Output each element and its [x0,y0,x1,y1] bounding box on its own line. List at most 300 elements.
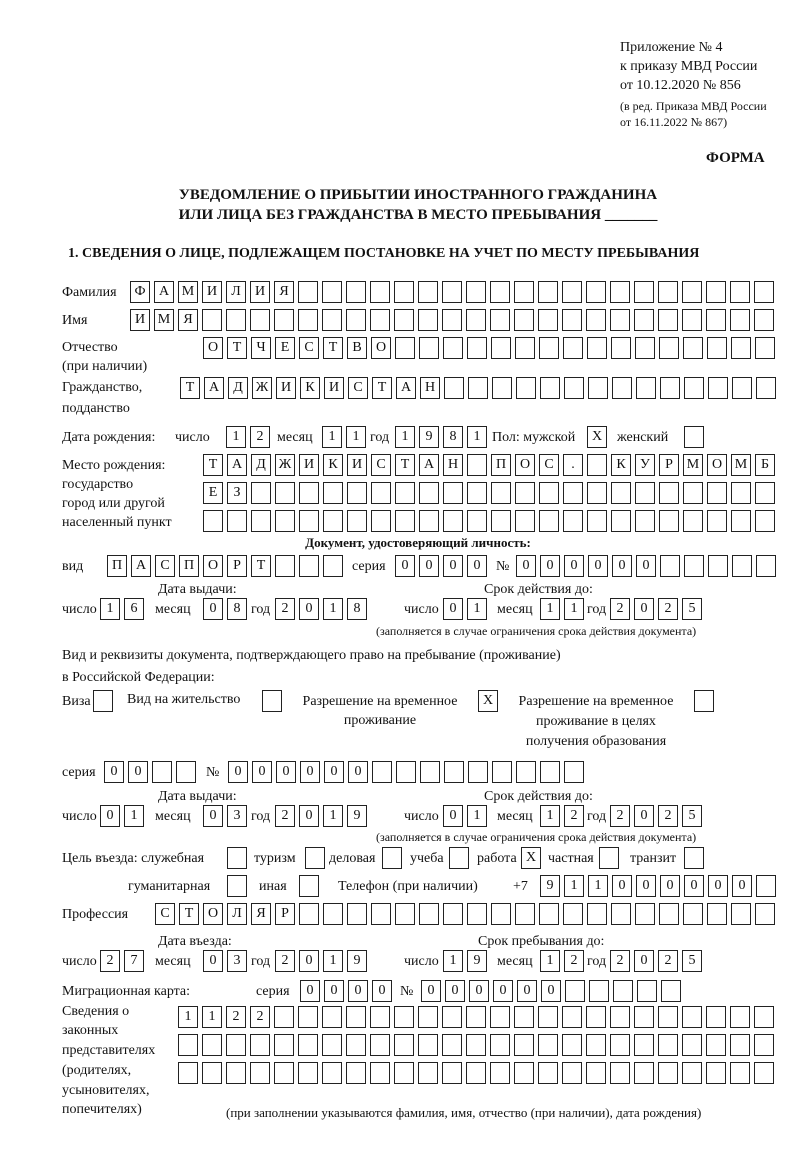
doc-issue-year-field[interactable] [275,598,367,620]
char-box[interactable] [468,377,488,399]
char-box[interactable]: 2 [250,1006,270,1028]
char-box[interactable] [612,377,632,399]
char-box[interactable] [491,903,511,925]
right-number-field[interactable] [228,761,584,783]
purpose-tourism-checkbox[interactable] [305,847,325,869]
char-box[interactable]: X [587,426,607,448]
char-box[interactable] [227,510,247,532]
char-box[interactable] [731,903,751,925]
char-box[interactable] [706,1006,726,1028]
char-box[interactable] [635,903,655,925]
char-box[interactable] [658,281,678,303]
char-box[interactable] [492,761,512,783]
char-box[interactable]: Ж [275,454,295,476]
char-box[interactable]: 0 [348,761,368,783]
char-box[interactable] [490,1006,510,1028]
char-box[interactable]: 1 [323,598,343,620]
char-box[interactable] [394,309,414,331]
char-box[interactable] [635,482,655,504]
char-box[interactable] [635,337,655,359]
char-box[interactable] [418,1034,438,1056]
stay-month-field[interactable] [540,950,584,972]
char-box[interactable] [539,337,559,359]
char-box[interactable] [565,980,585,1002]
char-box[interactable] [442,1034,462,1056]
char-box[interactable] [298,1006,318,1028]
char-box[interactable]: 2 [658,950,678,972]
char-box[interactable]: 1 [322,426,342,448]
char-box[interactable]: Р [275,903,295,925]
char-box[interactable]: 0 [588,555,608,577]
char-box[interactable] [562,1006,582,1028]
char-box[interactable] [371,482,391,504]
char-box[interactable] [420,761,440,783]
char-box[interactable] [564,761,584,783]
char-box[interactable]: А [131,555,151,577]
char-box[interactable]: 0 [517,980,537,1002]
char-box[interactable] [732,555,752,577]
char-box[interactable]: 9 [540,875,560,897]
char-box[interactable]: П [107,555,127,577]
char-box[interactable]: 8 [227,598,247,620]
char-box[interactable] [706,309,726,331]
char-box[interactable]: Т [251,555,271,577]
purpose-official-checkbox[interactable] [227,847,247,869]
char-box[interactable]: И [276,377,296,399]
purpose-business-checkbox[interactable] [382,847,402,869]
char-box[interactable]: 0 [445,980,465,1002]
char-box[interactable] [514,309,534,331]
char-box[interactable] [468,761,488,783]
char-box[interactable] [370,281,390,303]
char-box[interactable] [587,337,607,359]
char-box[interactable] [466,1062,486,1084]
char-box[interactable] [250,309,270,331]
pob-field-1[interactable] [203,454,775,476]
char-box[interactable]: 3 [227,950,247,972]
citizenship-field[interactable] [180,377,776,399]
char-box[interactable]: Н [420,377,440,399]
char-box[interactable] [707,510,727,532]
reps-field-2[interactable] [178,1034,774,1056]
char-box[interactable]: Л [227,903,247,925]
char-box[interactable] [756,377,776,399]
reps-field-3[interactable] [178,1062,774,1084]
char-box[interactable]: 0 [228,761,248,783]
char-box[interactable] [586,1062,606,1084]
char-box[interactable]: 0 [467,555,487,577]
visa-checkbox[interactable] [93,690,113,712]
char-box[interactable]: 0 [421,980,441,1002]
char-box[interactable]: А [204,377,224,399]
char-box[interactable]: 0 [540,555,560,577]
doc-valid-month-field[interactable] [540,598,584,620]
char-box[interactable] [93,690,113,712]
char-box[interactable]: П [179,555,199,577]
char-box[interactable]: 0 [541,980,561,1002]
char-box[interactable]: Т [227,337,247,359]
char-box[interactable] [610,281,630,303]
char-box[interactable] [562,281,582,303]
right-issue-year-field[interactable] [275,805,367,827]
doc-kind-field[interactable] [107,555,343,577]
char-box[interactable] [274,1034,294,1056]
char-box[interactable]: 0 [324,761,344,783]
char-box[interactable]: X [478,690,498,712]
char-box[interactable]: Я [178,309,198,331]
char-box[interactable] [467,482,487,504]
char-box[interactable] [754,309,774,331]
char-box[interactable]: 0 [300,761,320,783]
char-box[interactable] [682,1062,702,1084]
char-box[interactable]: Я [251,903,271,925]
char-box[interactable]: Р [227,555,247,577]
char-box[interactable] [490,1034,510,1056]
char-box[interactable] [395,510,415,532]
entry-day-field[interactable] [100,950,144,972]
char-box[interactable]: 0 [493,980,513,1002]
char-box[interactable] [275,482,295,504]
char-box[interactable]: К [611,454,631,476]
char-box[interactable] [371,510,391,532]
char-box[interactable] [322,1062,342,1084]
char-box[interactable] [708,377,728,399]
char-box[interactable] [538,1006,558,1028]
char-box[interactable] [682,309,702,331]
char-box[interactable] [634,1006,654,1028]
char-box[interactable]: Д [251,454,271,476]
char-box[interactable] [382,847,402,869]
char-box[interactable] [370,1062,390,1084]
char-box[interactable]: Р [659,454,679,476]
char-box[interactable]: О [203,903,223,925]
char-box[interactable]: 0 [612,875,632,897]
char-box[interactable] [346,281,366,303]
char-box[interactable] [588,377,608,399]
char-box[interactable]: 2 [250,426,270,448]
right-issue-day-field[interactable] [100,805,144,827]
char-box[interactable] [539,903,559,925]
char-box[interactable]: 0 [732,875,752,897]
char-box[interactable] [694,690,714,712]
stay-day-field[interactable] [443,950,487,972]
char-box[interactable] [449,847,469,869]
char-box[interactable] [251,482,271,504]
char-box[interactable]: 9 [467,950,487,972]
char-box[interactable] [490,1062,510,1084]
char-box[interactable] [730,309,750,331]
char-box[interactable] [322,309,342,331]
char-box[interactable] [394,1034,414,1056]
char-box[interactable]: 2 [275,805,295,827]
char-box[interactable] [682,1006,702,1028]
char-box[interactable] [563,337,583,359]
char-box[interactable] [347,482,367,504]
char-box[interactable] [539,510,559,532]
char-box[interactable] [298,1062,318,1084]
char-box[interactable] [394,1062,414,1084]
char-box[interactable]: 0 [564,555,584,577]
char-box[interactable] [659,510,679,532]
char-box[interactable]: 0 [203,950,223,972]
char-box[interactable] [732,377,752,399]
char-box[interactable] [586,1006,606,1028]
char-box[interactable] [274,309,294,331]
purpose-transit-checkbox[interactable] [684,847,704,869]
char-box[interactable] [490,281,510,303]
char-box[interactable] [707,903,727,925]
char-box[interactable] [152,761,172,783]
char-box[interactable] [299,555,319,577]
char-box[interactable] [322,281,342,303]
mc-number-field[interactable] [421,980,681,1002]
char-box[interactable] [587,903,607,925]
char-box[interactable] [370,309,390,331]
purpose-other-checkbox[interactable] [299,875,319,897]
purpose-private-checkbox[interactable] [599,847,619,869]
char-box[interactable] [443,903,463,925]
right-valid-year-field[interactable] [610,805,702,827]
char-box[interactable] [587,482,607,504]
char-box[interactable] [707,482,727,504]
char-box[interactable]: Ч [251,337,271,359]
char-box[interactable] [516,761,536,783]
char-box[interactable]: 2 [226,1006,246,1028]
char-box[interactable] [563,482,583,504]
char-box[interactable] [419,337,439,359]
char-box[interactable]: 0 [443,555,463,577]
char-box[interactable] [514,1006,534,1028]
char-box[interactable] [637,980,657,1002]
char-box[interactable]: 1 [124,805,144,827]
char-box[interactable] [442,1006,462,1028]
char-box[interactable] [515,482,535,504]
right-valid-day-field[interactable] [443,805,487,827]
char-box[interactable]: 0 [516,555,536,577]
char-box[interactable] [540,761,560,783]
char-box[interactable]: О [515,454,535,476]
char-box[interactable]: 1 [540,598,560,620]
char-box[interactable] [443,337,463,359]
char-box[interactable] [731,337,751,359]
char-box[interactable]: 0 [634,950,654,972]
char-box[interactable]: 0 [636,555,656,577]
char-box[interactable]: 1 [100,598,120,620]
char-box[interactable]: С [299,337,319,359]
char-box[interactable] [730,1062,750,1084]
char-box[interactable] [587,510,607,532]
char-box[interactable] [660,377,680,399]
char-box[interactable] [599,847,619,869]
char-box[interactable]: 2 [610,598,630,620]
surname-field[interactable] [130,281,774,303]
char-box[interactable]: Т [179,903,199,925]
char-box[interactable] [395,903,415,925]
char-box[interactable] [347,903,367,925]
char-box[interactable] [275,510,295,532]
char-box[interactable]: О [371,337,391,359]
edu-residence-checkbox[interactable] [694,690,714,712]
char-box[interactable] [346,1034,366,1056]
doc-valid-day-field[interactable] [443,598,487,620]
char-box[interactable]: 1 [226,426,246,448]
char-box[interactable] [467,510,487,532]
char-box[interactable] [226,1062,246,1084]
doc-issue-day-field[interactable] [100,598,144,620]
char-box[interactable]: 2 [610,805,630,827]
char-box[interactable]: 2 [610,950,630,972]
char-box[interactable] [298,1034,318,1056]
char-box[interactable]: У [635,454,655,476]
char-box[interactable]: 1 [323,805,343,827]
char-box[interactable]: 9 [419,426,439,448]
char-box[interactable] [755,337,775,359]
char-box[interactable] [562,309,582,331]
char-box[interactable] [636,377,656,399]
char-box[interactable]: О [707,454,727,476]
char-box[interactable] [587,454,607,476]
char-box[interactable] [611,903,631,925]
char-box[interactable] [466,281,486,303]
char-box[interactable] [467,454,487,476]
char-box[interactable] [443,482,463,504]
char-box[interactable]: 0 [443,805,463,827]
char-box[interactable] [299,510,319,532]
char-box[interactable]: 0 [100,805,120,827]
char-box[interactable] [635,510,655,532]
char-box[interactable] [323,555,343,577]
char-box[interactable] [634,309,654,331]
char-box[interactable] [396,761,416,783]
male-checkbox[interactable] [587,426,607,448]
char-box[interactable]: А [154,281,174,303]
purpose-work-checkbox[interactable] [521,847,541,869]
char-box[interactable]: С [348,377,368,399]
char-box[interactable] [467,337,487,359]
char-box[interactable] [202,1062,222,1084]
char-box[interactable] [394,1006,414,1028]
char-box[interactable] [610,1062,630,1084]
char-box[interactable] [660,555,680,577]
dob-month-field[interactable] [322,426,366,448]
char-box[interactable] [563,510,583,532]
char-box[interactable] [418,281,438,303]
char-box[interactable]: А [419,454,439,476]
char-box[interactable] [466,1034,486,1056]
char-box[interactable] [516,377,536,399]
char-box[interactable]: 0 [128,761,148,783]
char-box[interactable]: 6 [124,598,144,620]
char-box[interactable] [659,337,679,359]
char-box[interactable]: 0 [395,555,415,577]
char-box[interactable]: 1 [323,950,343,972]
char-box[interactable] [371,903,391,925]
char-box[interactable]: 7 [124,950,144,972]
char-box[interactable]: 2 [275,950,295,972]
dob-year-field[interactable] [395,426,487,448]
char-box[interactable]: 0 [252,761,272,783]
char-box[interactable]: Д [228,377,248,399]
char-box[interactable] [754,1034,774,1056]
char-box[interactable]: 8 [347,598,367,620]
char-box[interactable]: . [563,454,583,476]
char-box[interactable] [589,980,609,1002]
char-box[interactable] [755,482,775,504]
char-box[interactable] [538,1062,558,1084]
char-box[interactable]: Ж [252,377,272,399]
char-box[interactable]: И [250,281,270,303]
char-box[interactable]: 0 [684,875,704,897]
char-box[interactable] [202,309,222,331]
char-box[interactable] [370,1034,390,1056]
char-box[interactable]: 0 [372,980,392,1002]
char-box[interactable] [610,309,630,331]
char-box[interactable] [684,847,704,869]
char-box[interactable]: М [178,281,198,303]
entry-month-field[interactable] [203,950,247,972]
char-box[interactable] [419,510,439,532]
char-box[interactable] [538,281,558,303]
char-box[interactable]: 1 [540,805,560,827]
char-box[interactable] [298,281,318,303]
char-box[interactable]: Я [274,281,294,303]
char-box[interactable] [634,281,654,303]
char-box[interactable]: 2 [564,805,584,827]
char-box[interactable] [586,1034,606,1056]
name-field[interactable] [130,309,774,331]
char-box[interactable]: 1 [467,598,487,620]
char-box[interactable]: С [371,454,391,476]
char-box[interactable] [443,510,463,532]
char-box[interactable] [538,1034,558,1056]
stay-year-field[interactable] [610,950,702,972]
char-box[interactable] [731,482,751,504]
char-box[interactable] [372,761,392,783]
char-box[interactable] [347,510,367,532]
char-box[interactable] [611,337,631,359]
char-box[interactable] [610,1006,630,1028]
char-box[interactable] [683,903,703,925]
char-box[interactable] [467,903,487,925]
char-box[interactable] [683,482,703,504]
char-box[interactable] [418,1006,438,1028]
char-box[interactable]: 5 [682,598,702,620]
right-series-field[interactable] [104,761,196,783]
char-box[interactable] [754,1062,774,1084]
char-box[interactable] [754,281,774,303]
char-box[interactable]: Т [323,337,343,359]
char-box[interactable] [730,1006,750,1028]
char-box[interactable]: Т [372,377,392,399]
char-box[interactable] [251,510,271,532]
char-box[interactable]: 0 [419,555,439,577]
char-box[interactable]: И [130,309,150,331]
char-box[interactable]: В [347,337,367,359]
char-box[interactable]: 0 [203,805,223,827]
char-box[interactable]: Т [180,377,200,399]
char-box[interactable] [274,1006,294,1028]
char-box[interactable]: 2 [658,805,678,827]
char-box[interactable] [442,309,462,331]
char-box[interactable] [274,1062,294,1084]
char-box[interactable]: Н [443,454,463,476]
char-box[interactable]: А [227,454,247,476]
char-box[interactable] [227,847,247,869]
char-box[interactable] [514,1034,534,1056]
char-box[interactable]: 2 [658,598,678,620]
char-box[interactable] [322,1006,342,1028]
char-box[interactable] [658,309,678,331]
